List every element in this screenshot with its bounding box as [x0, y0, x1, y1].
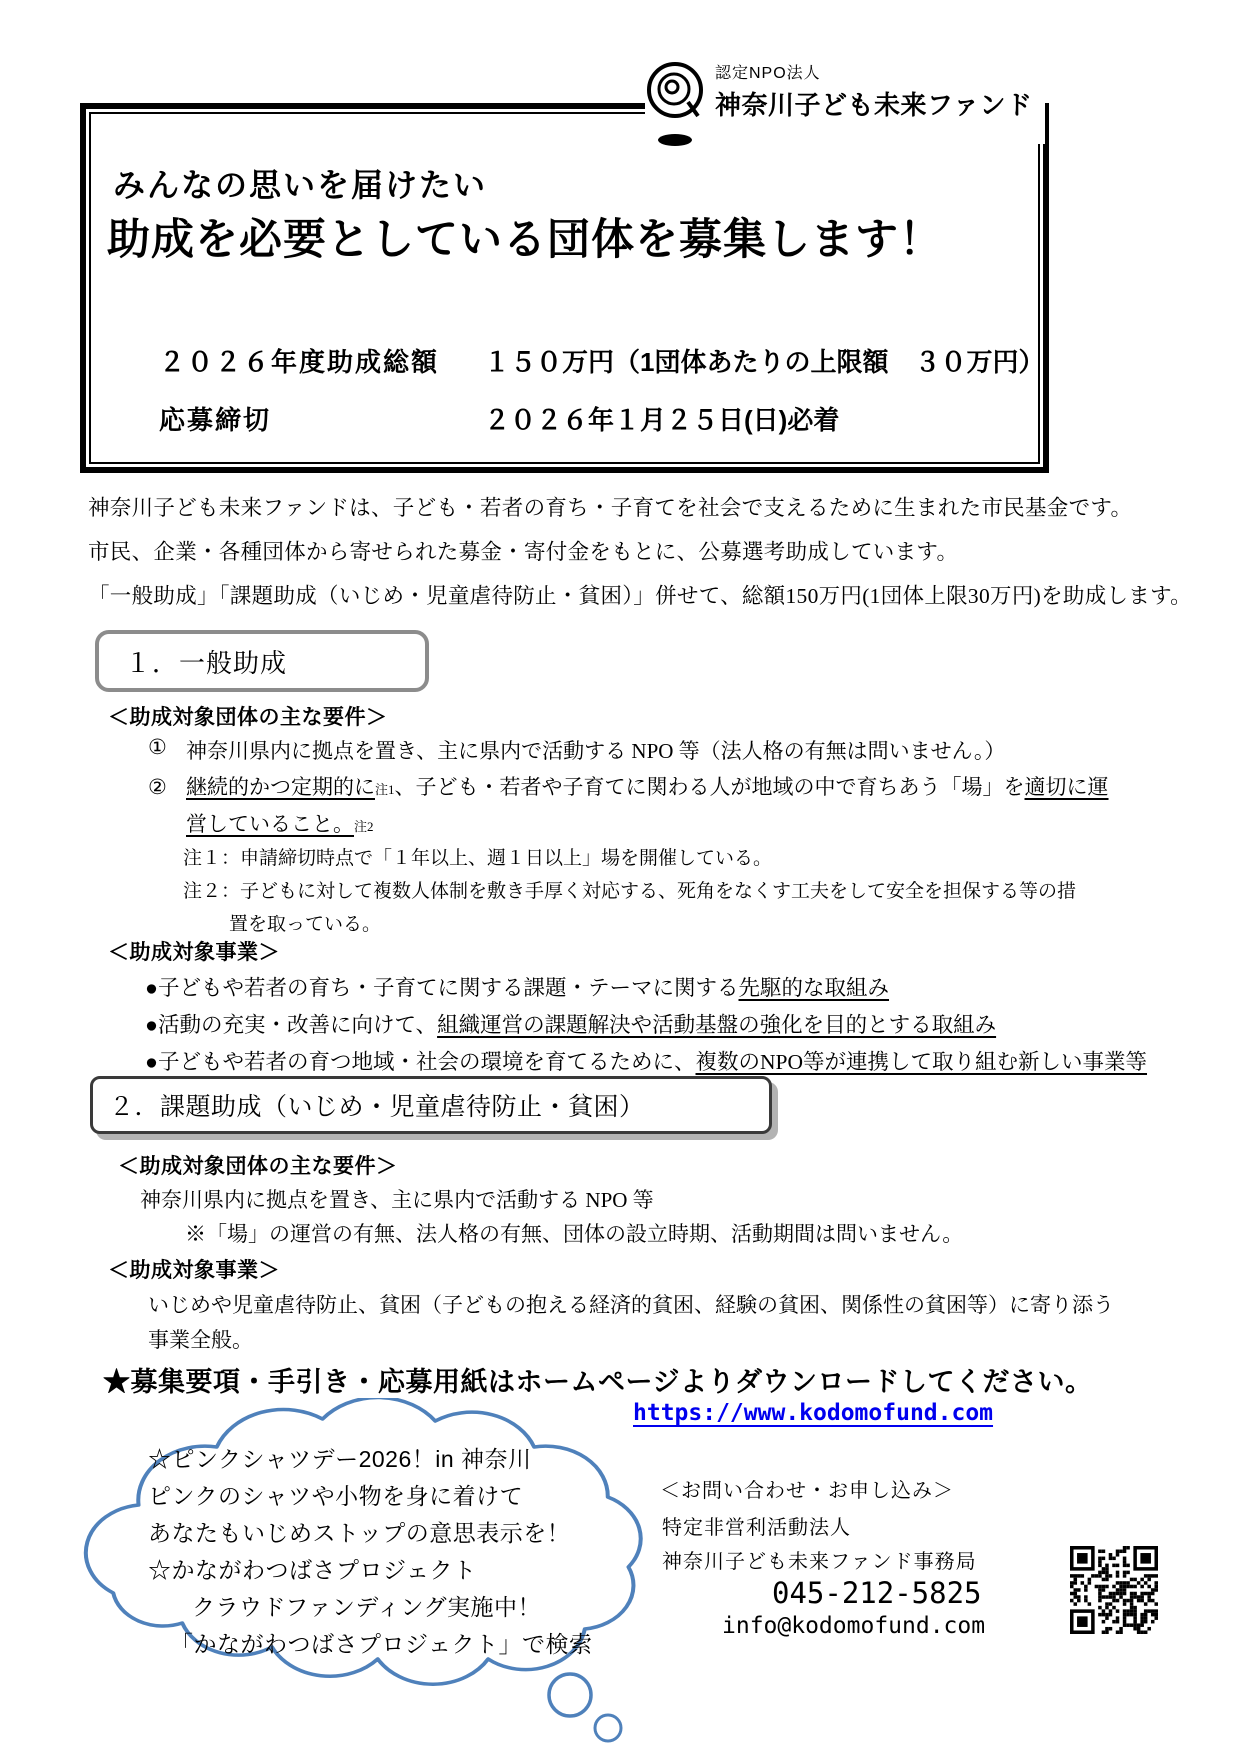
org-logo: [645, 48, 1045, 144]
footnote-1: 注１：申請締切時点で「１年以上、週１日以上」場を開催している。: [183, 848, 773, 869]
section2-requirement-note: ※「場」の運営の有無、法人格の有無、団体の設立時期、活動期間は問いません。: [185, 1222, 964, 1246]
item-2-underline-1: 継続的かつ定期的に: [186, 775, 375, 799]
bullet-item: [145, 1007, 1147, 1044]
bullet-underlined-text: 複数のNPO等が連携して取り組む新しい事業等: [695, 1050, 1148, 1074]
item-2-marker: ②: [148, 775, 167, 799]
item-2-line2: [186, 812, 374, 836]
tsubasa-project-line: クラウドファンディング実施中！: [192, 1594, 542, 1620]
grant-total-label: ２０２６年度助成総額: [159, 347, 440, 377]
contact-org-name: 神奈川子ども未来ファンド事務局: [662, 1551, 977, 1573]
thought-bubble-large: [549, 1674, 591, 1716]
section2-projects-heading: ＜助成対象事業＞: [108, 1259, 280, 1282]
pink-shirt-day-line: ピンクのシャツや小物を身に着けて: [148, 1483, 524, 1509]
intro-line: 「一般助成」「課題助成（いじめ・児童虐待防止・貧困）」併せて、総額150万円(1団体上限30万円)を助成します。: [88, 584, 1192, 608]
intro-line: 市民、企業・各種団体から寄せられた募金・寄付金をもとに、公募選考助成しています。: [88, 540, 959, 564]
cloud-announcements: [148, 1441, 593, 1663]
hero-rows: [159, 342, 1044, 458]
item-1-marker: ①: [148, 735, 167, 759]
npo-certification-label: 認定NPO法人: [715, 65, 821, 82]
contact-phone: 045-212-5825: [772, 1576, 982, 1610]
section2-requirements-heading: ＜助成対象団体の主な要件＞: [118, 1155, 398, 1178]
contact-heading: ＜お問い合わせ・お申し込み＞: [660, 1480, 954, 1502]
item-2-mid-text: 、子ども・若者や子育てに関わる人が地域の中で育ちあう「場」を: [394, 775, 1025, 799]
section1-requirements-heading: ＜助成対象団体の主な要件＞: [108, 706, 388, 729]
intro-paragraph: [88, 486, 1192, 618]
bullet-underlined-text: 先駆的な取組み: [738, 976, 890, 1000]
org-logo-text: [715, 48, 1032, 122]
qr-code: [1070, 1546, 1158, 1634]
item-2-text: [186, 770, 1109, 844]
section1-project-bullets: [145, 970, 1147, 1081]
intro-line: 神奈川子ども未来ファンドは、子ども・若者の育ち・子育てを社会で支えるために生まれた市民基金です。: [88, 496, 1133, 520]
bullet-underlined-text: 組織運営の課題解決や活動基盤の強化を目的とする取組み: [437, 1013, 997, 1037]
item-1-text: 神奈川県内に拠点を置き、主に県内で活動する NPO 等（法人格の有無は問いません。）: [186, 739, 1006, 763]
grant-total-value: １５０万円（1団体あたりの上限額 ３０万円）: [484, 347, 1045, 377]
thought-bubble-small: [595, 1715, 621, 1741]
grant-total-row: [159, 342, 1044, 382]
bullet-text: ●活動の充実・改善に向けて、: [145, 1013, 438, 1037]
requirement-item-1: [148, 735, 1005, 765]
download-note: ★募集要項・手引き・応募用紙はホームページよりダウンロードしてください。: [103, 1367, 1093, 1397]
section1-heading-box: [95, 630, 429, 692]
tsubasa-project-title: ☆かながわつばさプロジェクト: [148, 1557, 477, 1583]
bullet-text: ●子どもや若者の育つ地域・社会の環境を育てるために、: [145, 1050, 696, 1074]
bullet-text: ●子どもや若者の育ち・子育てに関する課題・テーマに関する: [145, 976, 739, 1000]
section2-requirement-line: 神奈川県内に拠点を置き、主に県内で活動する NPO 等: [140, 1188, 654, 1212]
pink-shirt-day-title: ☆ピンクシャツデー2026！in 神奈川: [148, 1446, 532, 1472]
section2-heading-box: [90, 1076, 772, 1134]
section1-projects-heading: ＜助成対象事業＞: [108, 941, 280, 964]
section2-projects-line2: 事業全般。: [148, 1328, 253, 1352]
contact-org-type: 特定非営利活動法人: [662, 1517, 851, 1539]
section2-projects-line1: いじめや児童虐待防止、貧困（子どもの抱える経済的貧困、経験の貧困、関係性の貧困等）に寄り添う: [148, 1293, 1114, 1317]
hero-box: [80, 103, 1049, 473]
page-title: 助成を必要としている団体を募集します！: [107, 216, 943, 264]
footnote-2-line1: 注２：子どもに対して複数人体制を敷き手厚く対応する、死角をなくす工夫をして安全を担保する等の措: [183, 881, 1077, 902]
deadline-row: [159, 400, 1044, 440]
item-2-line1: [186, 775, 1109, 799]
section1-heading: １．一般助成: [125, 647, 288, 678]
footnotes: [183, 842, 1076, 941]
org-name: 神奈川子ども未来ファンド: [715, 90, 1033, 120]
note1-ref: 注1: [375, 782, 395, 797]
contact-email: info@kodomofund.com: [722, 1613, 986, 1639]
section2-heading: ２．課題助成（いじめ・児童虐待防止・貧困）: [109, 1093, 645, 1121]
note2-ref: 注2: [354, 819, 374, 834]
requirement-item-2: [148, 770, 1109, 844]
tsubasa-project-line: 「かながわつばさプロジェクト」で検索: [170, 1631, 593, 1657]
deadline-value: ２０２６年１月２５日(日)必着: [484, 405, 840, 435]
section2-projects-text: [148, 1288, 1114, 1358]
deadline-label: 応募締切: [159, 405, 272, 435]
hero-box-inner-border: [89, 112, 1045, 464]
bullet-item: [145, 970, 1147, 1007]
pink-shirt-day-line: あなたもいじめストップの意思表示を！: [148, 1520, 571, 1546]
homepage-url-link[interactable]: https://www.kodomofund.com: [633, 1400, 994, 1426]
hero-subtitle: みんなの思いを届けたい: [113, 167, 488, 203]
org-logo-icon: [645, 58, 707, 150]
item-2-underline-2: 適切に運: [1024, 775, 1109, 799]
footnote-2-line2: 置を取っている。: [229, 914, 382, 935]
item-2-underline-3: 営していること。: [186, 812, 354, 836]
